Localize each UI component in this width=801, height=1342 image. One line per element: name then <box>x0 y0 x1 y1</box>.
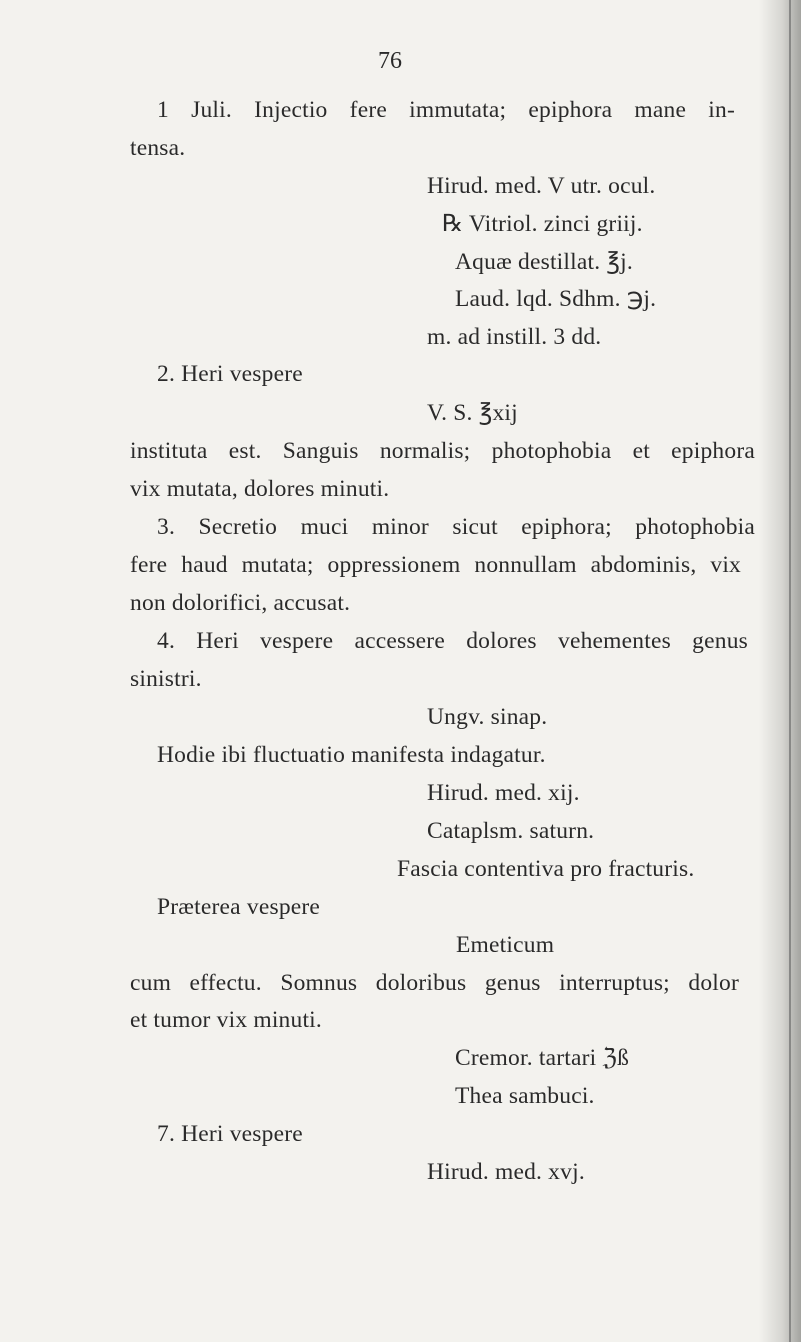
prescription-line: Hirud. med. V utr. ocul. <box>427 173 656 199</box>
prescription-line: V. S. ℥xij <box>427 400 518 426</box>
page-edge-shadow <box>759 0 801 1342</box>
prescription-line: Laud. lqd. Sdhm. ℈j. <box>455 286 657 312</box>
prescription-line: Emeticum <box>456 932 555 958</box>
prescription-line: ℞ Vitriol. zinci griij. <box>442 211 643 237</box>
text-line: vix mutata, dolores minuti. <box>130 476 390 502</box>
text-line: tensa. <box>130 135 186 161</box>
text-line: 4. Heri vespere accessere dolores vehementes genus <box>157 628 748 654</box>
text-line: cum effectu. Somnus doloribus genus interruptus; dolor <box>130 970 739 996</box>
prescription-line: Aquæ destillat. ℥j. <box>455 249 633 275</box>
prescription-line: Cremor. tartari ℨß <box>455 1045 630 1071</box>
page-edge-line <box>789 0 791 1342</box>
page-number: 76 <box>378 48 402 74</box>
text-line: Præterea vespere <box>157 894 321 920</box>
text-line: instituta est. Sanguis normalis; photophobia et epiphora <box>130 438 755 464</box>
text-line: 2. Heri vespere <box>157 361 303 387</box>
text-line: 3. Secretio muci minor sicut epiphora; photophobia <box>157 514 755 540</box>
prescription-line: Thea sambuci. <box>455 1083 595 1109</box>
text-line: 1 Juli. Injectio fere immutata; epiphora mane in- <box>157 97 735 123</box>
text-line: et tumor vix minuti. <box>130 1007 322 1033</box>
text-line: non dolorifici, accusat. <box>130 590 351 616</box>
text-line: sinistri. <box>130 666 202 692</box>
prescription-line: Fascia contentiva pro fracturis. <box>397 856 695 882</box>
text-line: Hodie ibi fluctuatio manifesta indagatur. <box>157 742 546 768</box>
text-line: fere haud mutata; oppressionem nonnullam abdominis, vix <box>130 552 741 578</box>
text-line: 7. Heri vespere <box>157 1121 303 1147</box>
prescription-line: Hirud. med. xvj. <box>427 1159 585 1185</box>
prescription-line: Cataplsm. saturn. <box>427 818 595 844</box>
prescription-line: Ungv. sinap. <box>427 704 548 730</box>
prescription-line: m. ad instill. 3 dd. <box>427 324 602 350</box>
prescription-line: Hirud. med. xij. <box>427 780 580 806</box>
